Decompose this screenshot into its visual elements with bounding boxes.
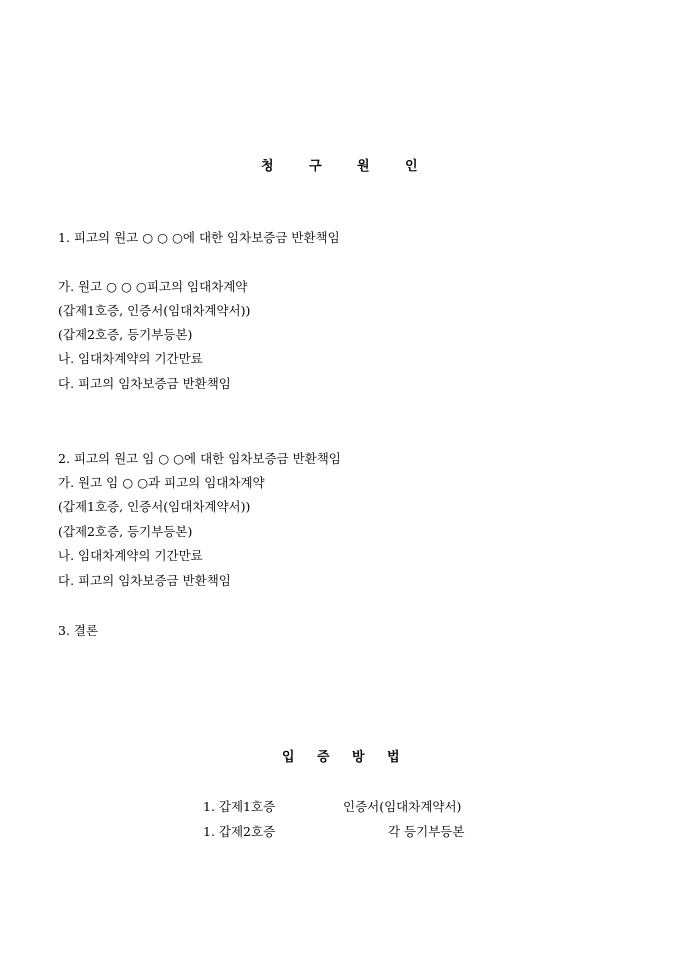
evidence-number: 1. 갑제2호증 <box>203 824 276 839</box>
evidence-description: 각 등기부등본 <box>388 824 465 839</box>
section2-line: (갑제2호증, 등기부등본) <box>58 524 193 539</box>
section2-line: (갑제1호증, 인증서(임대차계약서)) <box>58 499 251 514</box>
evidence-title-char: 증 <box>317 750 330 765</box>
claim-title-char: 인 <box>405 159 418 174</box>
evidence-number: 1. 갑제1호증 <box>203 799 276 814</box>
evidence-title-char: 법 <box>387 750 400 765</box>
claim-title-char: 구 <box>309 159 322 174</box>
section3-heading: 3. 결론 <box>58 623 99 638</box>
claim-title-char: 청 <box>261 159 274 174</box>
section1-heading: 1. 피고의 원고 ○ ○ ○에 대한 임차보증금 반환책임 <box>58 230 340 245</box>
section2-line: 다. 피고의 임차보증금 반환책임 <box>58 573 231 588</box>
section2-heading: 2. 피고의 원고 임 ○ ○에 대한 임차보증금 반환책임 <box>58 451 341 466</box>
section1-line: 다. 피고의 임차보증금 반환책임 <box>58 376 231 391</box>
evidence-description: 인증서(임대차계약서) <box>343 799 462 814</box>
evidence-title-char: 방 <box>352 750 365 765</box>
section1-line: 가. 원고 ○ ○ ○피고의 임대차계약 <box>58 279 248 294</box>
section1-line: (갑제2호증, 등기부등본) <box>58 327 193 342</box>
claim-title-char: 원 <box>357 159 370 174</box>
section2-line: 나. 임대차계약의 기간만료 <box>58 548 203 563</box>
section1-line: 나. 임대차계약의 기간만료 <box>58 351 203 366</box>
section2-line: 가. 원고 임 ○ ○과 피고의 임대차계약 <box>58 475 265 490</box>
evidence-title-char: 입 <box>282 750 295 765</box>
section1-line: (갑제1호증, 인증서(임대차계약서)) <box>58 303 251 318</box>
